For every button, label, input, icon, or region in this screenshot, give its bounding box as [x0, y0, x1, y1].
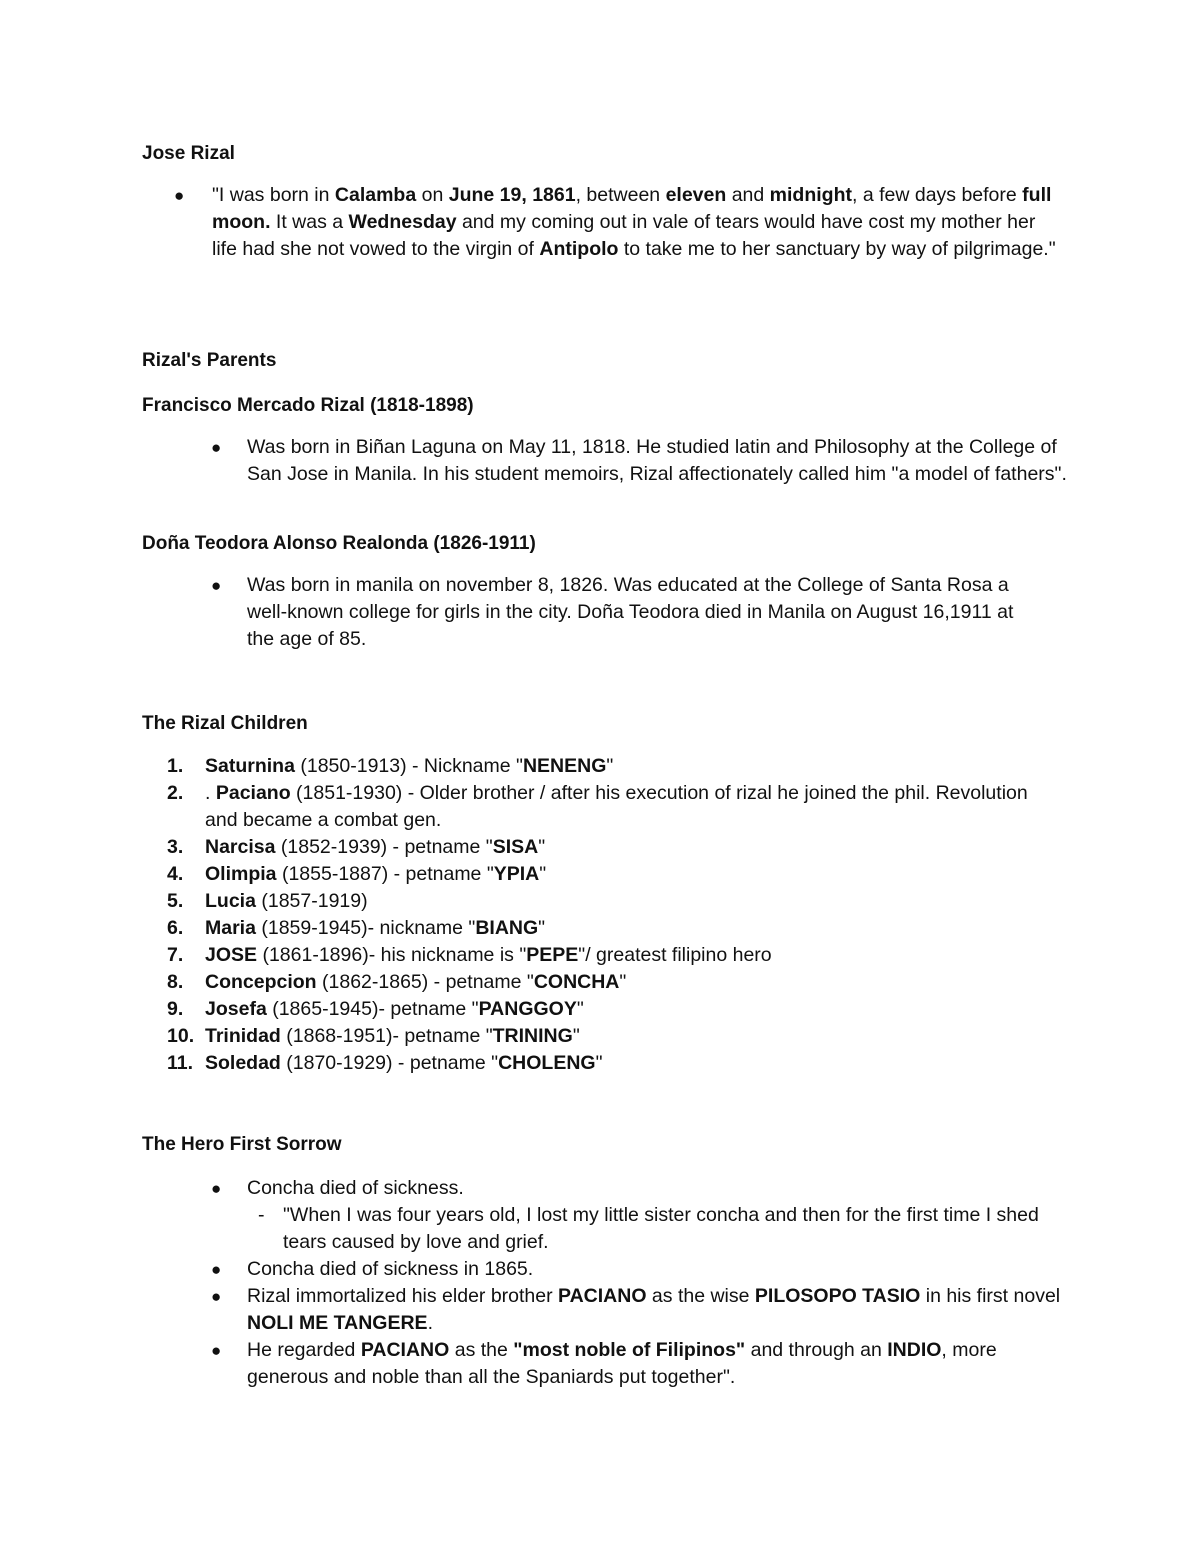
- list-item: JOSE (1861-1896)- his nickname is "PEPE"/ greatest filipino hero: [205, 944, 772, 966]
- sorrow-item-1: Concha died of sickness.: [247, 1177, 464, 1199]
- list-item: Josefa (1865-1945)- petname "PANGGOY": [205, 998, 584, 1020]
- list-item: Lucia (1857-1919): [205, 890, 368, 912]
- heading-mother: Doña Teodora Alonso Realonda (1826-1911): [142, 533, 536, 554]
- bullet-icon: ●: [174, 186, 185, 205]
- list-number: 11.: [167, 1052, 194, 1074]
- dash-marker: -: [258, 1204, 265, 1226]
- list-item: Olimpia (1855-1887) - petname "YPIA": [205, 863, 547, 885]
- list-item: Saturnina (1850-1913) - Nickname "NENENG": [205, 755, 614, 777]
- bullet-icon: ●: [211, 576, 222, 595]
- bullet-icon: ●: [211, 1179, 222, 1198]
- bullet-icon: ●: [211, 1287, 222, 1306]
- bullet-icon: ●: [211, 438, 222, 457]
- birth-quote: "I was born in Calamba on June 19, 1861, between eleven and midnight, a few days before full moon. It was a Wednesday and my coming out in vale of tears would have cost my mother her life had she not vowed to the virgin of Antipolo to take me to her sanctuary by way of pilgrimage.": [212, 184, 1056, 260]
- heading-rizal-children: The Rizal Children: [142, 713, 308, 734]
- list-number: 7.: [167, 944, 184, 966]
- list-number: 10.: [167, 1025, 195, 1047]
- list-number: 5.: [167, 890, 184, 912]
- list-item: Trinidad (1868-1951)- petname "TRINING": [205, 1025, 580, 1047]
- heading-hero-first-sorrow: The Hero First Sorrow: [142, 1134, 342, 1155]
- bullet-icon: ●: [211, 1260, 222, 1279]
- heading-jose-rizal: Jose Rizal: [142, 143, 235, 164]
- bullet-icon: ●: [211, 1341, 222, 1360]
- list-item: Maria (1859-1945)- nickname "BIANG": [205, 917, 546, 939]
- father-description: Was born in Biñan Laguna on May 11, 1818. He studied latin and Philosophy at the College of San Jose in Manila. In his student memoirs, Rizal affectionately called him "a model of fathers".: [247, 436, 1067, 485]
- heading-rizal-parents: Rizal's Parents: [142, 350, 277, 371]
- sorrow-quote: "When I was four years old, I lost my little sister concha and then for the first time I shed tears caused by love and grief.: [283, 1204, 1039, 1253]
- list-number: 1.: [167, 755, 184, 777]
- heading-father: Francisco Mercado Rizal (1818-1898): [142, 395, 474, 416]
- list-item: Concepcion (1862-1865) - petname "CONCHA": [205, 971, 627, 993]
- sorrow-item-4: He regarded PACIANO as the "most noble of Filipinos" and through an INDIO, more generous and noble than all the Spaniards put together".: [247, 1339, 997, 1388]
- list-number: 4.: [167, 863, 184, 885]
- list-item: . Paciano (1851-1930) - Older brother / after his execution of rizal he joined the phil. Revolution and became a combat gen.: [205, 782, 1028, 831]
- list-number: 3.: [167, 836, 184, 858]
- list-number: 9.: [167, 998, 184, 1020]
- sorrow-item-3: Rizal immortalized his elder brother PACIANO as the wise PILOSOPO TASIO in his first novel NOLI ME TANGERE.: [247, 1285, 1061, 1334]
- list-number: 2.: [167, 782, 184, 804]
- list-item: Soledad (1870-1929) - petname "CHOLENG": [205, 1052, 603, 1074]
- list-number: 6.: [167, 917, 184, 939]
- list-number: 8.: [167, 971, 184, 993]
- mother-description: Was born in manila on november 8, 1826. Was educated at the College of Santa Rosa a well-known college for girls in the city. Doña Teodora died in Manila on August 16,1911 at the age of 85.: [247, 574, 1014, 650]
- sorrow-item-2: Concha died of sickness in 1865.: [247, 1258, 534, 1280]
- list-item: Narcisa (1852-1939) - petname "SISA": [205, 836, 546, 858]
